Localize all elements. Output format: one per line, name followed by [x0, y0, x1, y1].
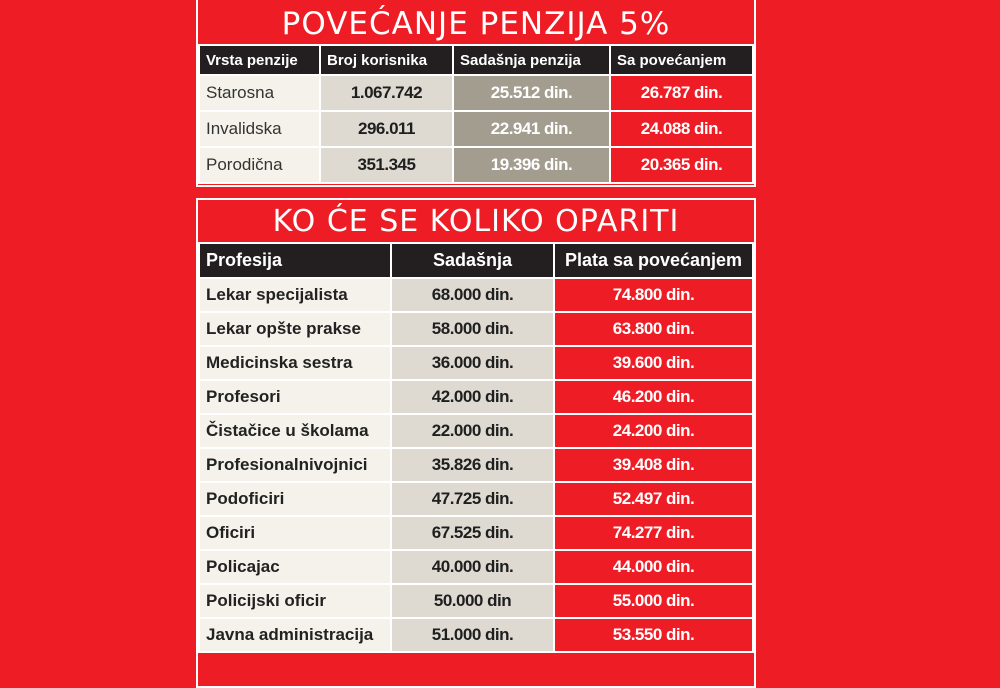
salary-row — [199, 516, 753, 550]
pension-col-current: Sadašnja penzija — [453, 45, 610, 75]
pension-increased: 26.787 din. — [610, 75, 753, 111]
salary-profession: Oficiri — [199, 516, 391, 550]
salary-row — [199, 618, 753, 652]
salary-row — [199, 550, 753, 584]
salary-current: 68.000 din. — [391, 278, 554, 312]
salary-current: 50.000 din — [391, 584, 554, 618]
salary-row — [199, 278, 753, 312]
salary-col-current: Sadašnja — [391, 243, 554, 278]
salary-profession: Javna administracija — [199, 618, 391, 652]
salary-col-profession: Profesija — [199, 243, 391, 278]
pension-users: 351.345 — [320, 147, 453, 183]
salary-increased: 74.277 din. — [554, 516, 753, 550]
salary-profession: Lekar opšte prakse — [199, 312, 391, 346]
salary-row — [199, 312, 753, 346]
salary-increased: 24.200 din. — [554, 414, 753, 448]
salary-increased: 55.000 din. — [554, 584, 753, 618]
salary-increased: 46.200 din. — [554, 380, 753, 414]
pension-title: POVEĆANJE PENZIJA 5% — [281, 6, 671, 42]
pension-type: Porodična — [199, 147, 320, 183]
salary-increased: 44.000 din. — [554, 550, 753, 584]
pension-col-users: Broj korisnika — [320, 45, 453, 75]
salary-profession: Policijski oficir — [199, 584, 391, 618]
pension-table — [198, 44, 754, 184]
pension-row — [199, 75, 753, 111]
pension-type: Starosna — [199, 75, 320, 111]
pension-increased: 24.088 din. — [610, 111, 753, 147]
salary-increased: 63.800 din. — [554, 312, 753, 346]
salary-title: KO ĆE SE KOLIKO OPARITI — [272, 204, 680, 239]
pension-row — [199, 111, 753, 147]
salary-row — [199, 346, 753, 380]
salary-current: 40.000 din. — [391, 550, 554, 584]
salary-profession: Medicinska sestra — [199, 346, 391, 380]
salary-current: 35.826 din. — [391, 448, 554, 482]
salary-profession: Profesori — [199, 380, 391, 414]
salary-current: 22.000 din. — [391, 414, 554, 448]
pension-current: 19.396 din. — [453, 147, 610, 183]
pension-current: 22.941 din. — [453, 111, 610, 147]
pension-header-row — [199, 45, 753, 75]
salary-increased: 53.550 din. — [554, 618, 753, 652]
salary-current: 36.000 din. — [391, 346, 554, 380]
salary-profession: Policajac — [199, 550, 391, 584]
salary-row — [199, 482, 753, 516]
salary-current: 42.000 din. — [391, 380, 554, 414]
pension-increased: 20.365 din. — [610, 147, 753, 183]
salary-current: 47.725 din. — [391, 482, 554, 516]
pension-panel — [196, 0, 756, 187]
salary-row — [199, 584, 753, 618]
salary-increased: 39.408 din. — [554, 448, 753, 482]
salary-profession: Čistačice u školama — [199, 414, 391, 448]
salary-profession: Profesionalnivojnici — [199, 448, 391, 482]
salary-current: 58.000 din. — [391, 312, 554, 346]
pension-col-increased: Sa povećanjem — [610, 45, 753, 75]
pension-type: Invalidska — [199, 111, 320, 147]
salary-table — [198, 242, 754, 653]
salary-increased: 74.800 din. — [554, 278, 753, 312]
salary-increased: 39.600 din. — [554, 346, 753, 380]
salary-increased: 52.497 din. — [554, 482, 753, 516]
pension-current: 25.512 din. — [453, 75, 610, 111]
salary-row — [199, 380, 753, 414]
salary-current: 67.525 din. — [391, 516, 554, 550]
pension-col-type: Vrsta penzije — [199, 45, 320, 75]
salary-row — [199, 448, 753, 482]
salary-col-increased: Plata sa povećanjem — [554, 243, 753, 278]
salary-row — [199, 414, 753, 448]
pension-users: 1.067.742 — [320, 75, 453, 111]
salary-current: 51.000 din. — [391, 618, 554, 652]
pension-row — [199, 147, 753, 183]
salary-header-row — [199, 243, 753, 278]
salary-panel — [196, 198, 756, 688]
pension-users: 296.011 — [320, 111, 453, 147]
salary-profession: Podoficiri — [199, 482, 391, 516]
salary-profession: Lekar specijalista — [199, 278, 391, 312]
